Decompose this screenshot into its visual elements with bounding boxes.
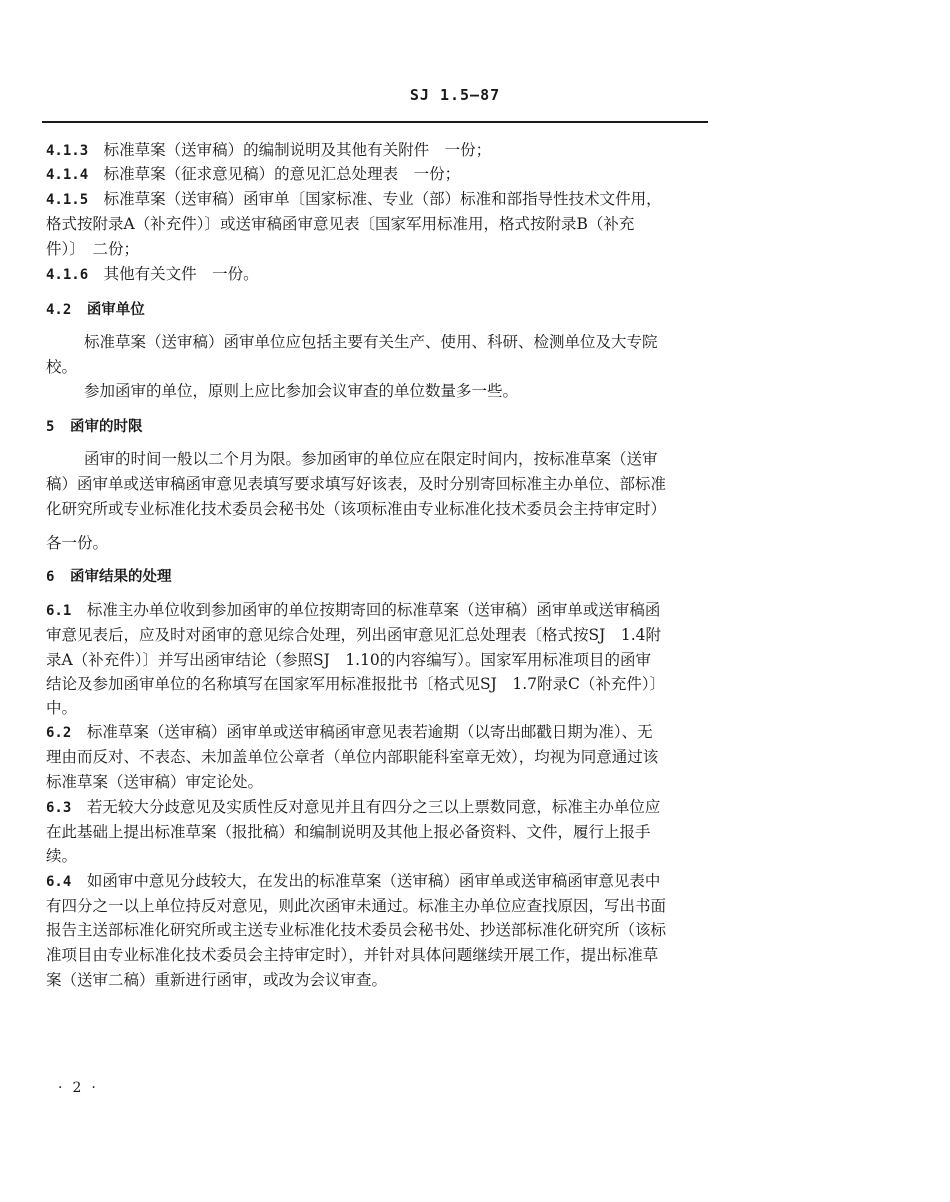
standard-code: SJ 1.5—87 <box>409 86 501 104</box>
text-line: 案（送审二稿）重新进行函审，或改为会议审查。 <box>46 971 388 989</box>
section-6-heading: 6 函审结果的处理 <box>46 569 172 585</box>
clause-6-4: 6.4 如函审中意见分歧较大，在发出的标准草案（送审稿）函审单或送审稿函审意见表中 <box>46 872 661 890</box>
text-line: 各一份。 <box>46 534 109 552</box>
text-line: 在此基础上提出标准草案（报批稿）和编制说明及其他上报必备资料、文件，履行上报手 <box>46 823 651 841</box>
clause-4-1-4: 4.1.4 标准草案（征求意见稿）的意见汇总处理表 一份； <box>46 165 461 183</box>
clause-4-1-3: 4.1.3 标准草案（送审稿）的编制说明及其他有关附件 一份； <box>46 141 492 159</box>
text-line: 审意见表后，应及时对函审的意见综合处理，列出函审意见汇总处理表〔格式按SJ 1.4附 <box>46 626 661 644</box>
text-line: 标准草案（送审稿）审定论处。 <box>46 773 264 791</box>
clause-6-3: 6.3 若无较大分歧意见及实质性反对意见并且有四分之三以上票数同意，标准主办单位应 <box>46 798 661 816</box>
section-5-heading: 5 函审的时限 <box>46 419 143 435</box>
text-line: 件）〕 二份； <box>46 240 140 258</box>
clause-6-1: 6.1 标准主办单位收到参加函审的单位按期寄回的标准草案（送审稿）函审单或送审稿函 <box>46 601 661 619</box>
text-line: 有四分之一以上单位持反对意见，则此次函审未通过。标准主办单位应查找原因，写出书面 <box>46 897 667 915</box>
text-line: 函审的时间一般以二个月为限。参加函审的单位应在限定时间内，按标准草案（送审 <box>84 450 658 468</box>
text-line: 报告主送部标准化研究所或主送专业标准化技术委员会秘书处、抄送部标准化研究所（该标 <box>46 921 667 939</box>
text-line: 中。 <box>46 699 78 717</box>
text-line: 化研究所或专业标准化技术委员会秘书处（该项标准由专业标准化技术委员会主持审定时） <box>46 500 667 518</box>
text-line: 标准草案（送审稿）函审单位应包括主要有关生产、使用、科研、检测单位及大专院 <box>84 333 658 351</box>
page-header <box>0 86 950 104</box>
text-line: 录A（补充件）〕并写出函审结论（参照SJ 1.10的内容编写）。国家军用标准项目的函审 <box>46 651 652 669</box>
page-number: ·2· <box>58 1080 106 1096</box>
clause-4-1-5: 4.1.5 标准草案（送审稿）函审单〔国家标准、专业（部）标准和部指导性技术文件用， <box>46 190 662 208</box>
clause-4-1-6: 4.1.6 其他有关文件 一份。 <box>46 265 259 283</box>
text-line: 校。 <box>46 358 78 376</box>
text-line: 理由而反对、不表态、未加盖单位公章者（单位内部职能科室章无效），均视为同意通过该 <box>46 748 659 766</box>
text-line: 参加函审的单位，原则上应比参加会议审查的单位数量多一些。 <box>84 382 519 400</box>
text-line: 续。 <box>46 847 78 865</box>
text-line: 格式按附录A（补充件）〕或送审稿函审意见表〔国家军用标准用，格式按附录B（补充 <box>46 215 635 233</box>
text-line: 准项目由专业标准化技术委员会主持审定时），并针对具体问题继续开展工作，提出标准草 <box>46 946 659 964</box>
header-rule <box>42 121 708 123</box>
text-line: 稿）函审单或送审稿函审意见表填写要求填写好该表，及时分别寄回标准主办单位、部标准 <box>46 475 667 493</box>
text-line: 结论及参加函审单位的名称填写在国家军用标准报批书〔格式见SJ 1.7附录C（补充件）〕 <box>46 675 666 693</box>
section-4-2-heading: 4.2 函审单位 <box>46 302 145 318</box>
clause-6-2: 6.2 标准草案（送审稿）函审单或送审稿函审意见表若逾期（以寄出邮戳日期为准）、无 <box>46 723 653 741</box>
